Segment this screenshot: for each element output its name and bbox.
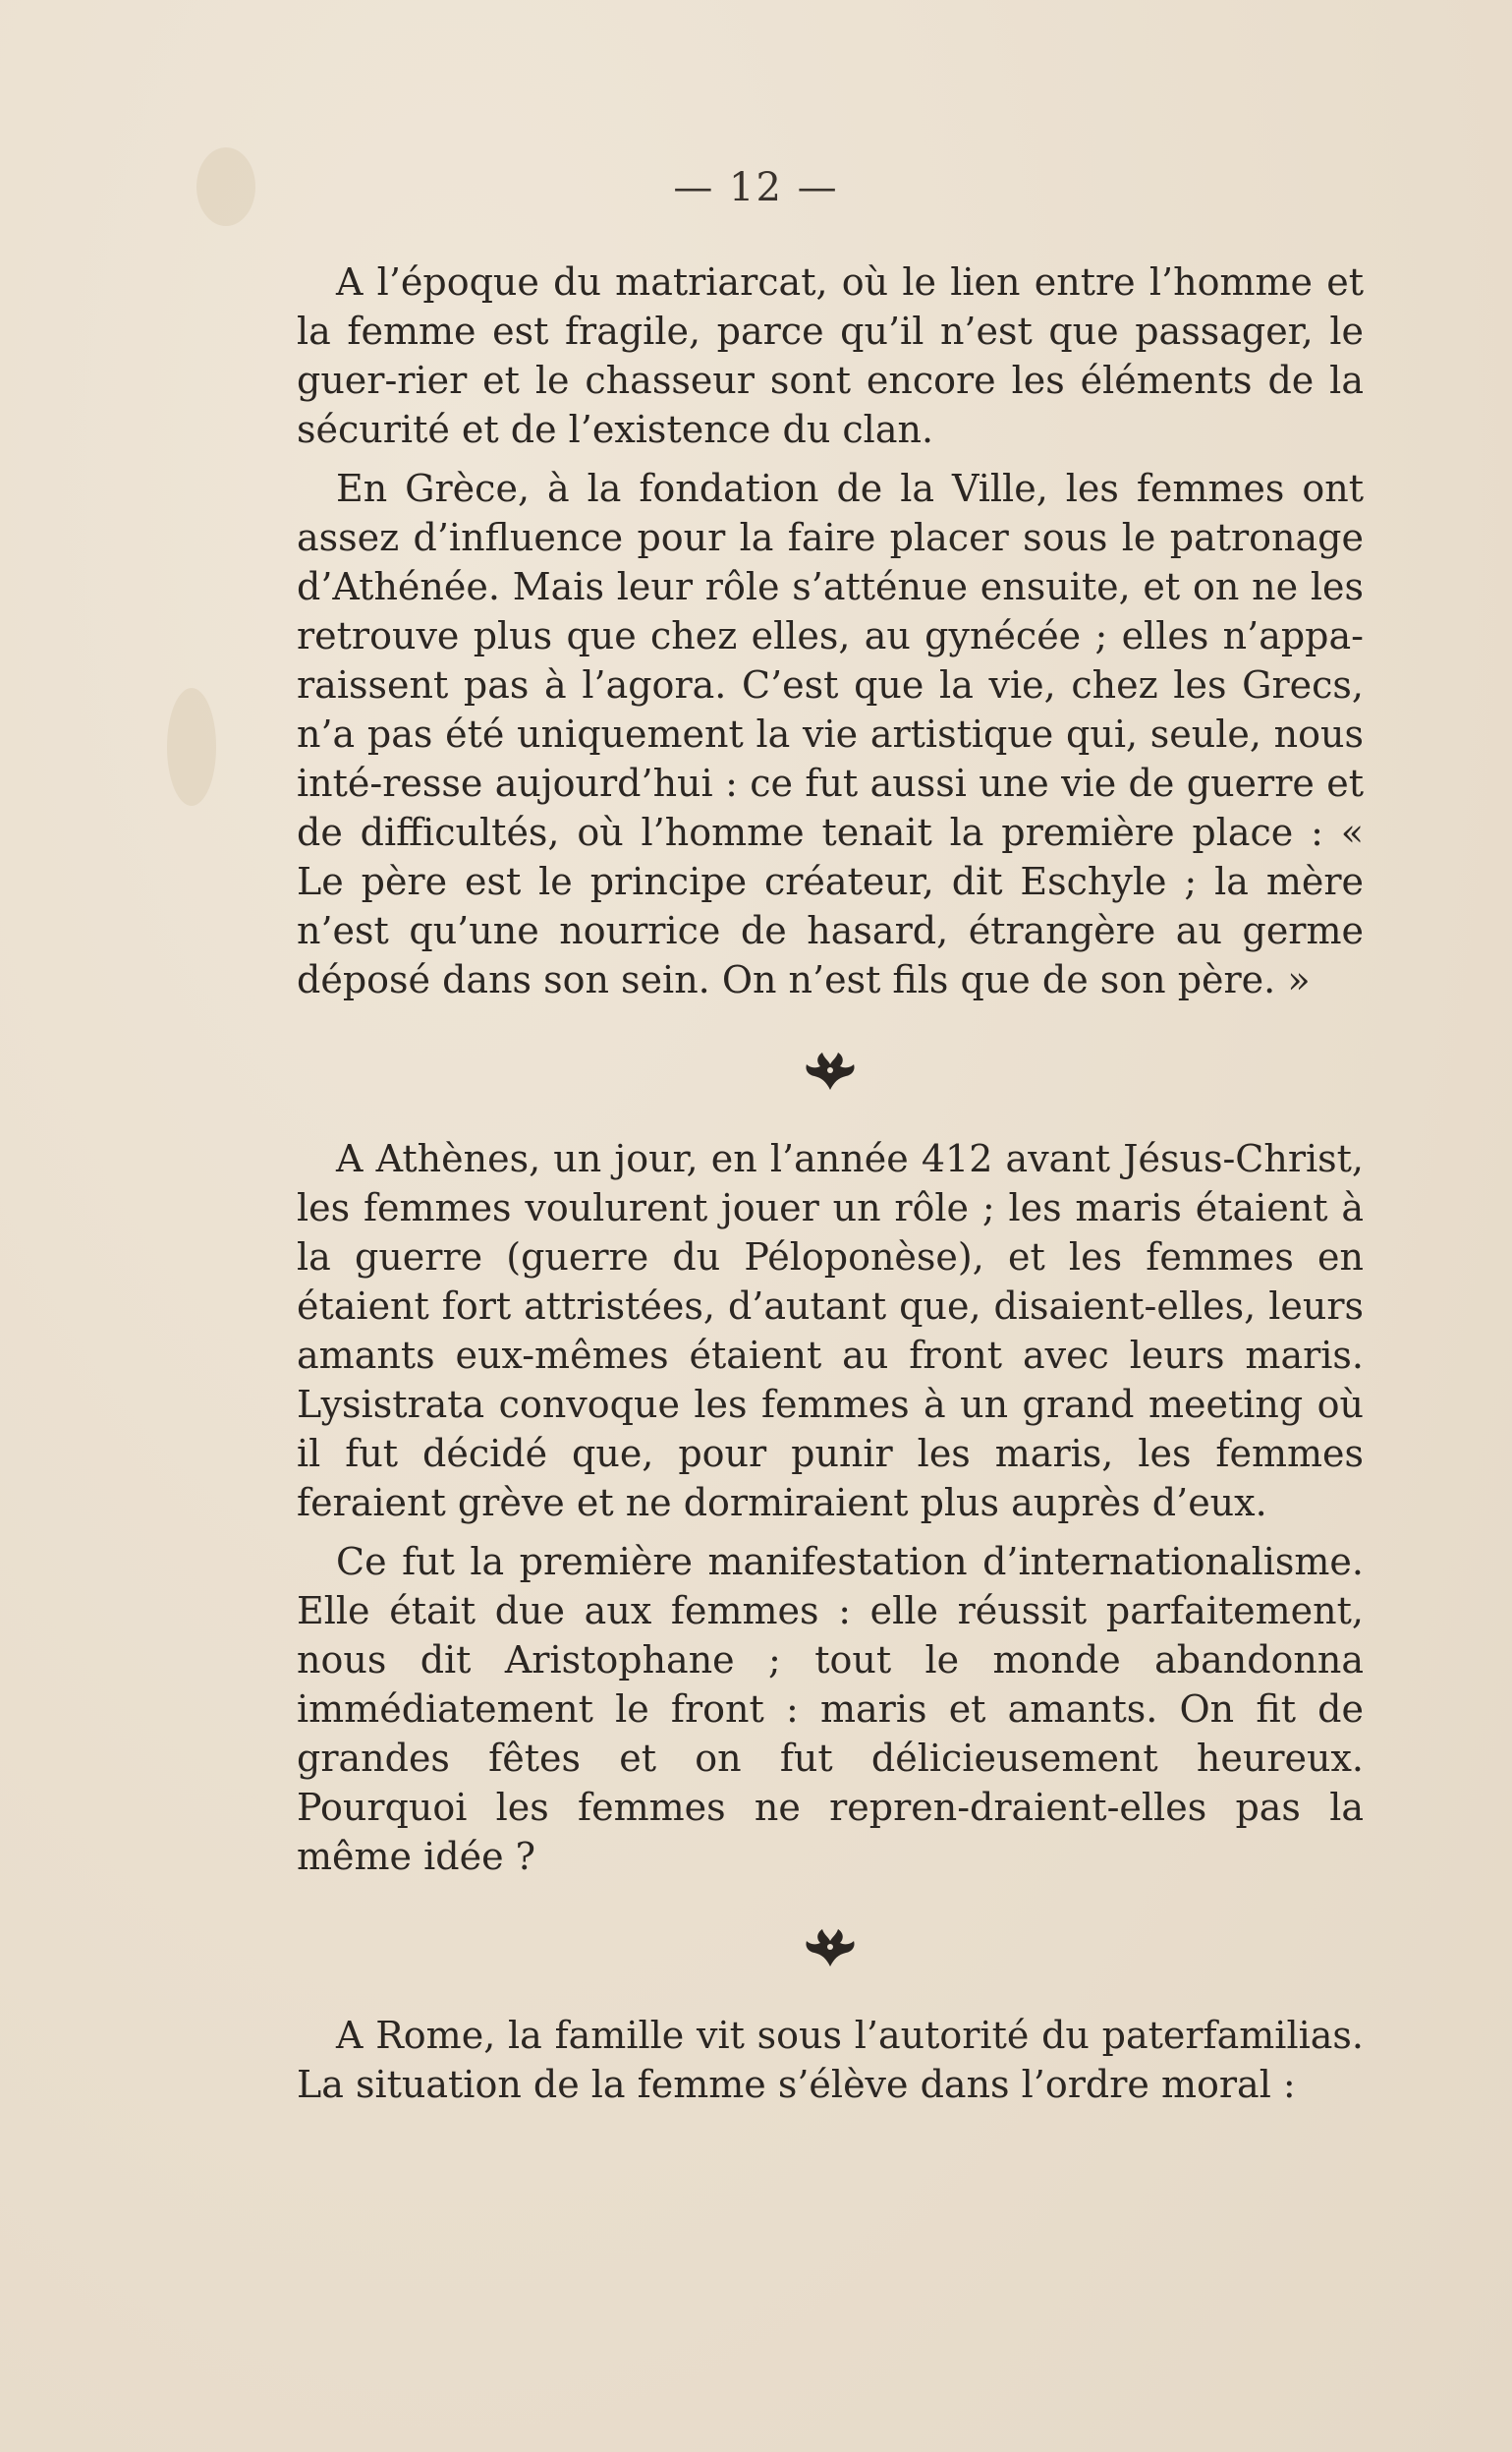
fleuron-icon [297,1883,1364,2011]
fleuron-icon [297,1006,1364,1134]
paragraph: A l’époque du matriarcat, où le lien entre l’homme et la femme est fragile, parce qu’il n’est que passager, le guer-rier et le chasseur sont encore les éléments de la sécurité et de l’existence du clan. [297,260,1364,451]
paragraph: En Grèce, à la fondation de la Ville, les femmes ont assez d’influence pour la faire placer sous le patronage d’Athénée. Mais leur rôle s’atténue ensuite, et on ne les retrouve plus que chez elles, au gynécée ; elles n’appa-raissent pas à l’agora. C’est que la vie, chez les Grecs, n’a pas été uniquement la vie artistique qui, seule, nous inté-resse aujourd’hui : ce fut aussi une vie de guerre et de difficultés, où l’homme tenait la première place : « Le père est le principe créateur, dit Eschyle ; la mère n’est qu’une nourrice de hasard, étrangère au germe déposé dans son sein. On n’est fils que de son père. » [297,467,1364,1001]
page-number: — 12 — [673,165,839,210]
paragraph: Ce fut la première manifestation d’internationalisme. Elle était due aux femmes : elle réussit parfaitement, nous dit Aristophane ; tout le monde abandonna immédiatement le front : maris et amants. On fit de grandes fêtes et on fut délicieusement heureux. Pourquoi les femmes ne repren-draient-elles pas la même idée ? [297,1540,1364,1878]
paper-stain [167,688,216,806]
paragraph: A Athènes, un jour, en l’année 412 avant Jésus-Christ, les femmes voulurent jouer un rôle ; les maris étaient à la guerre (guerre du Péloponèse), et les femmes en étaient fort attristées, d’autant que, disaient-elles, leurs amants eux-mêmes étaient au front avec leurs maris. Lysistrata convoque les femmes à un grand meeting où il fut décidé que, pour punir les maris, les femmes feraient grève et ne dormiraient plus auprès d’eux. [297,1137,1364,1524]
body-text [297,257,1364,2111]
paragraph: A Rome, la famille vit sous l’autorité du paterfamilias. La situation de la femme s’élève dans l’ordre moral : [297,2014,1364,2106]
